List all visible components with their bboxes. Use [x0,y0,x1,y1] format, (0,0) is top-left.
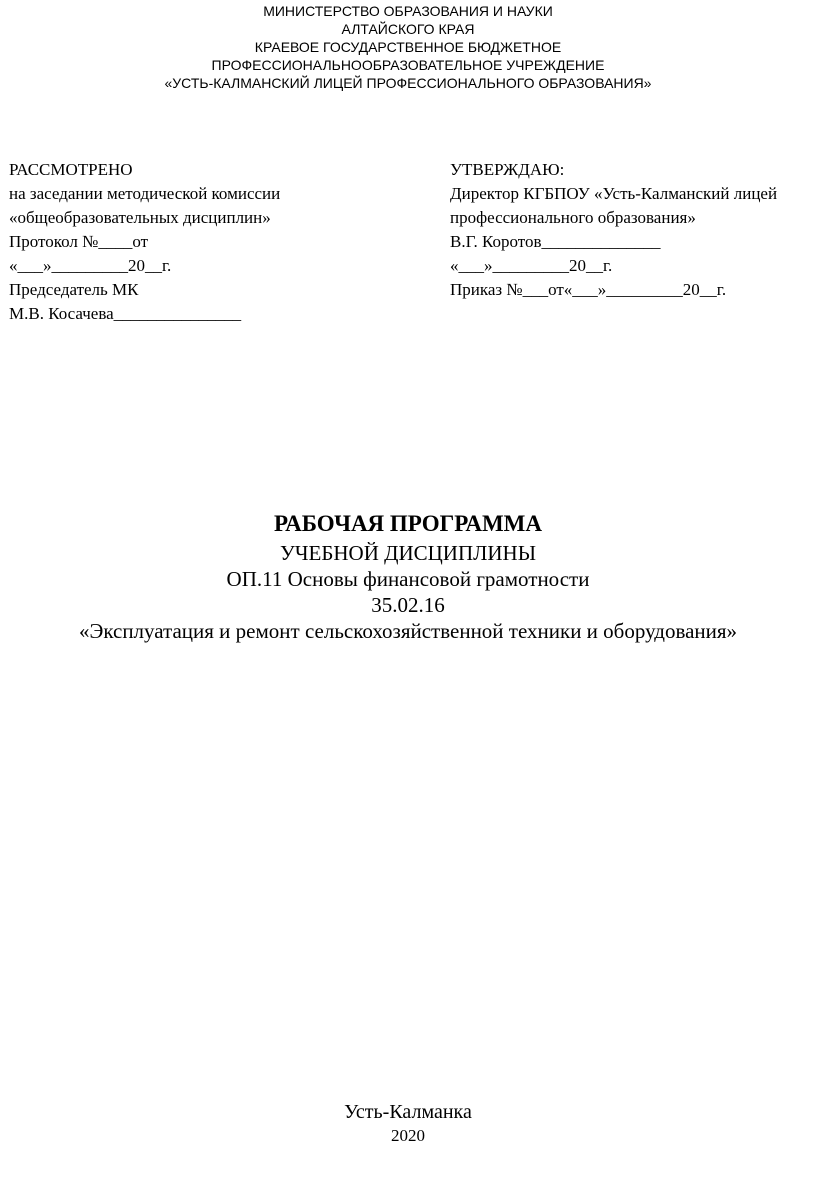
discipline-name: ОП.11 Основы финансовой грамотности [226,567,590,591]
approved-director-signature: В.Г. Коротов______________ [450,232,661,251]
header-line-region: АЛТАЙСКОГО КРАЯ [341,21,475,37]
approval-approved-block [450,158,816,302]
header-line-institution-type: КРАЕВОЕ ГОСУДАРСТВЕННОЕ БЮДЖЕТНОЕ [254,39,562,55]
approved-director-org: профессионального образования» [450,208,696,227]
approved-order: Приказ №___от«___»_________20__г. [450,280,727,299]
header-line-institution-name: «УСТЬ-КАЛМАНСКИЙ ЛИЦЕЙ ПРОФЕССИОНАЛЬНОГО ОБРАЗОВАНИЯ» [164,75,652,91]
approved-date: «___»_________20__г. [450,256,613,275]
document-title-block [0,508,816,644]
document-title: РАБОЧАЯ ПРОГРАММА [273,511,542,536]
specialty-name: «Эксплуатация и ремонт сельскохозяйственной техники и оборудования» [78,619,738,643]
approved-heading: УТВЕРЖДАЮ: [450,160,565,179]
document-subtitle: УЧЕБНОЙ ДИСЦИПЛИНЫ [279,541,537,565]
considered-heading: РАССМОТРЕНО [9,160,133,179]
footer-city: Усть-Калманка [344,1101,472,1123]
header-line-ministry: МИНИСТЕРСТВО ОБРАЗОВАНИЯ И НАУКИ [263,3,553,19]
specialty-code: 35.02.16 [371,593,445,617]
institution-header [0,2,816,92]
considered-chair-signature: М.В. Косачева_______________ [9,304,242,323]
document-footer [0,1099,816,1147]
considered-protocol: Протокол №____от [9,232,149,251]
footer-year: 2020 [391,1126,425,1145]
header-line-institution-type-2: ПРОФЕССИОНАЛЬНООБРАЗОВАТЕЛЬНОЕ УЧРЕЖДЕНИЕ [211,57,605,73]
approved-director: Директор КГБПОУ «Усть-Калманский лицей [450,184,778,203]
considered-chair-title: Председатель МК [9,280,139,299]
approval-considered-block [9,158,409,326]
considered-meeting: на заседании методической комиссии [9,184,281,203]
considered-date: «___»_________20__г. [9,256,172,275]
considered-commission: «общеобразовательных дисциплин» [9,208,271,227]
